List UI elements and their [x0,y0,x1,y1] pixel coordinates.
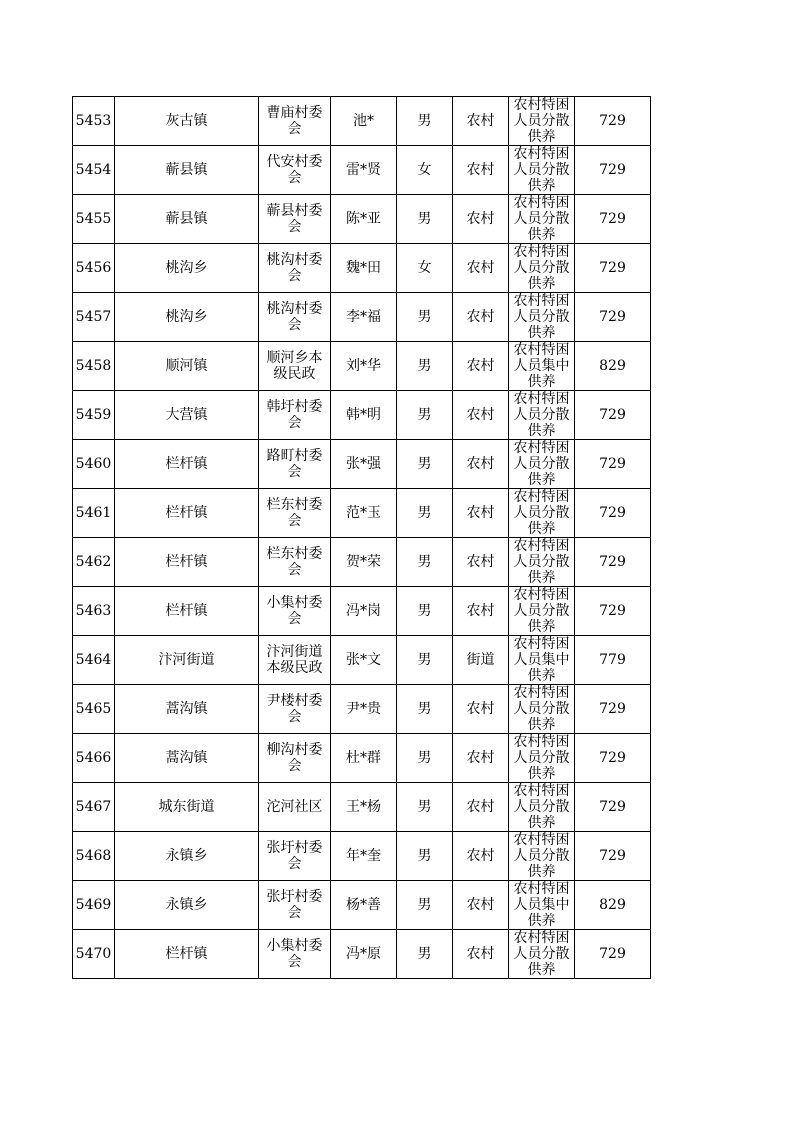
cell-type [509,685,575,734]
cell-gender: 女 [397,244,453,293]
table-row [73,391,651,440]
cell-gender: 男 [397,783,453,832]
cell-amount: 729 [575,391,651,440]
cell-type [509,881,575,930]
cell-village [259,587,331,636]
cell-amount: 729 [575,930,651,979]
cell-town: 栏杆镇 [115,538,259,587]
cell-gender: 男 [397,734,453,783]
cell-town: 蒿沟镇 [115,685,259,734]
cell-town: 灰古镇 [115,97,259,146]
cell-village-text: 柳沟村委会 [266,742,323,774]
cell-village-text: 汴河街道本级民政 [266,644,323,676]
cell-gender: 男 [397,440,453,489]
cell-area: 农村 [453,783,509,832]
cell-town: 蒿沟镇 [115,734,259,783]
table-row [73,881,651,930]
cell-village-text: 路町村委会 [266,448,323,480]
cell-id: 5453 [73,97,115,146]
cell-name: 池* [331,97,397,146]
cell-area: 农村 [453,587,509,636]
cell-area: 农村 [453,538,509,587]
cell-village-text: 张圩村委会 [266,889,323,921]
cell-id: 5464 [73,636,115,685]
cell-gender: 男 [397,97,453,146]
cell-area: 农村 [453,146,509,195]
cell-town: 栏杆镇 [115,440,259,489]
cell-village-text: 曹庙村委会 [266,105,323,137]
cell-area: 农村 [453,244,509,293]
cell-amount: 729 [575,244,651,293]
cell-village [259,881,331,930]
cell-gender: 男 [397,881,453,930]
cell-type [509,734,575,783]
cell-id: 5460 [73,440,115,489]
cell-name: 魏*田 [331,244,397,293]
cell-name: 刘*华 [331,342,397,391]
table-row [73,930,651,979]
cell-village [259,734,331,783]
cell-area: 农村 [453,930,509,979]
cell-amount: 729 [575,293,651,342]
cell-id: 5454 [73,146,115,195]
table-row [73,97,651,146]
cell-area: 农村 [453,734,509,783]
table-row [73,734,651,783]
cell-type-text: 农村特困人员集中供养 [513,342,570,390]
cell-amount: 729 [575,489,651,538]
table-row [73,440,651,489]
cell-type [509,832,575,881]
cell-type-text: 农村特困人员分散供养 [513,783,570,831]
cell-type [509,783,575,832]
table-row [73,636,651,685]
cell-village-text: 代安村委会 [266,154,323,186]
cell-name: 杨*善 [331,881,397,930]
cell-type-text: 农村特困人员集中供养 [513,636,570,684]
cell-gender: 男 [397,489,453,538]
cell-amount: 729 [575,97,651,146]
table-row [73,195,651,244]
cell-gender: 女 [397,146,453,195]
cell-id: 5459 [73,391,115,440]
cell-id: 5470 [73,930,115,979]
cell-town: 汴河街道 [115,636,259,685]
cell-village [259,342,331,391]
cell-town: 大营镇 [115,391,259,440]
cell-type [509,930,575,979]
cell-town: 桃沟乡 [115,293,259,342]
cell-town: 蕲县镇 [115,195,259,244]
cell-amount: 729 [575,440,651,489]
cell-id: 5468 [73,832,115,881]
cell-village [259,293,331,342]
cell-area: 农村 [453,195,509,244]
cell-type-text: 农村特困人员分散供养 [513,538,570,586]
cell-id: 5458 [73,342,115,391]
cell-type [509,342,575,391]
cell-town: 顺河镇 [115,342,259,391]
cell-amount: 729 [575,832,651,881]
cell-amount: 829 [575,342,651,391]
cell-village [259,685,331,734]
table-row [73,538,651,587]
cell-name: 韩*明 [331,391,397,440]
cell-type-text: 农村特困人员分散供养 [513,244,570,292]
cell-amount: 829 [575,881,651,930]
cell-name: 张*文 [331,636,397,685]
cell-amount: 779 [575,636,651,685]
cell-type [509,538,575,587]
table-row [73,293,651,342]
cell-type-text: 农村特困人员分散供养 [513,832,570,880]
cell-id: 5466 [73,734,115,783]
cell-id: 5455 [73,195,115,244]
cell-village [259,440,331,489]
cell-village-text: 栏东村委会 [266,497,323,529]
cell-type [509,636,575,685]
cell-area: 农村 [453,97,509,146]
cell-gender: 男 [397,685,453,734]
cell-type-text: 农村特困人员分散供养 [513,195,570,243]
table-row [73,244,651,293]
cell-type [509,195,575,244]
cell-type [509,146,575,195]
cell-village [259,783,331,832]
cell-type-text: 农村特困人员分散供养 [513,489,570,537]
cell-type [509,97,575,146]
cell-village [259,538,331,587]
cell-area: 农村 [453,440,509,489]
cell-amount: 729 [575,146,651,195]
cell-town: 蕲县镇 [115,146,259,195]
cell-type-text: 农村特困人员分散供养 [513,930,570,978]
cell-type-text: 农村特困人员分散供养 [513,97,570,145]
cell-town: 栏杆镇 [115,587,259,636]
cell-village-text: 张圩村委会 [266,840,323,872]
cell-id: 5463 [73,587,115,636]
cell-name: 贺*荣 [331,538,397,587]
cell-amount: 729 [575,734,651,783]
cell-id: 5456 [73,244,115,293]
cell-name: 杜*群 [331,734,397,783]
cell-area: 农村 [453,293,509,342]
cell-type [509,293,575,342]
cell-amount: 729 [575,685,651,734]
cell-amount: 729 [575,538,651,587]
cell-gender: 男 [397,391,453,440]
cell-gender: 男 [397,538,453,587]
table-row [73,146,651,195]
cell-amount: 729 [575,195,651,244]
cell-type-text: 农村特困人员分散供养 [513,440,570,488]
cell-type-text: 农村特困人员分散供养 [513,587,570,635]
cell-gender: 男 [397,930,453,979]
cell-gender: 男 [397,293,453,342]
cell-area: 农村 [453,881,509,930]
cell-id: 5467 [73,783,115,832]
cell-town: 永镇乡 [115,881,259,930]
cell-name: 张*强 [331,440,397,489]
cell-village-text: 沱河社区 [266,799,323,815]
cell-type [509,391,575,440]
cell-village [259,489,331,538]
cell-id: 5465 [73,685,115,734]
cell-name: 冯*原 [331,930,397,979]
cell-village [259,97,331,146]
cell-type-text: 农村特困人员分散供养 [513,293,570,341]
cell-name: 冯*岗 [331,587,397,636]
cell-village [259,391,331,440]
cell-town: 永镇乡 [115,832,259,881]
cell-gender: 男 [397,587,453,636]
cell-village-text: 栏东村委会 [266,546,323,578]
cell-id: 5469 [73,881,115,930]
cell-town: 栏杆镇 [115,930,259,979]
cell-name: 雷*贤 [331,146,397,195]
cell-type [509,440,575,489]
cell-town: 桃沟乡 [115,244,259,293]
table-row [73,342,651,391]
cell-village [259,195,331,244]
table-row [73,587,651,636]
cell-village [259,832,331,881]
cell-name: 李*福 [331,293,397,342]
cell-name: 陈*亚 [331,195,397,244]
cell-village [259,636,331,685]
cell-type-text: 农村特困人员分散供养 [513,685,570,733]
cell-town: 栏杆镇 [115,489,259,538]
cell-village [259,930,331,979]
cell-village-text: 小集村委会 [266,938,323,970]
cell-type [509,244,575,293]
cell-name: 尹*贵 [331,685,397,734]
cell-village-text: 桃沟村委会 [266,301,323,333]
records-table [72,96,651,979]
cell-name: 年*奎 [331,832,397,881]
cell-area: 农村 [453,342,509,391]
cell-area: 农村 [453,489,509,538]
cell-village-text: 韩圩村委会 [266,399,323,431]
cell-village-text: 尹楼村委会 [266,693,323,725]
cell-type [509,587,575,636]
cell-town: 城东街道 [115,783,259,832]
cell-village-text: 蕲县村委会 [266,203,323,235]
cell-name: 王*杨 [331,783,397,832]
table-row [73,489,651,538]
cell-gender: 男 [397,832,453,881]
cell-id: 5461 [73,489,115,538]
cell-area: 街道 [453,636,509,685]
cell-village [259,146,331,195]
cell-gender: 男 [397,195,453,244]
table-row [73,783,651,832]
cell-type [509,489,575,538]
cell-id: 5462 [73,538,115,587]
cell-type-text: 农村特困人员集中供养 [513,881,570,929]
cell-village-text: 桃沟村委会 [266,252,323,284]
table-body [73,97,651,979]
cell-area: 农村 [453,685,509,734]
cell-gender: 男 [397,342,453,391]
cell-area: 农村 [453,391,509,440]
cell-village-text: 顺河乡本级民政 [266,350,323,382]
cell-type-text: 农村特困人员分散供养 [513,734,570,782]
cell-gender: 男 [397,636,453,685]
cell-amount: 729 [575,587,651,636]
cell-area: 农村 [453,832,509,881]
cell-type-text: 农村特困人员分散供养 [513,146,570,194]
cell-village-text: 小集村委会 [266,595,323,627]
cell-type-text: 农村特困人员分散供养 [513,391,570,439]
cell-name: 范*玉 [331,489,397,538]
table-row [73,832,651,881]
table-row [73,685,651,734]
cell-id: 5457 [73,293,115,342]
cell-village [259,244,331,293]
cell-amount: 729 [575,783,651,832]
